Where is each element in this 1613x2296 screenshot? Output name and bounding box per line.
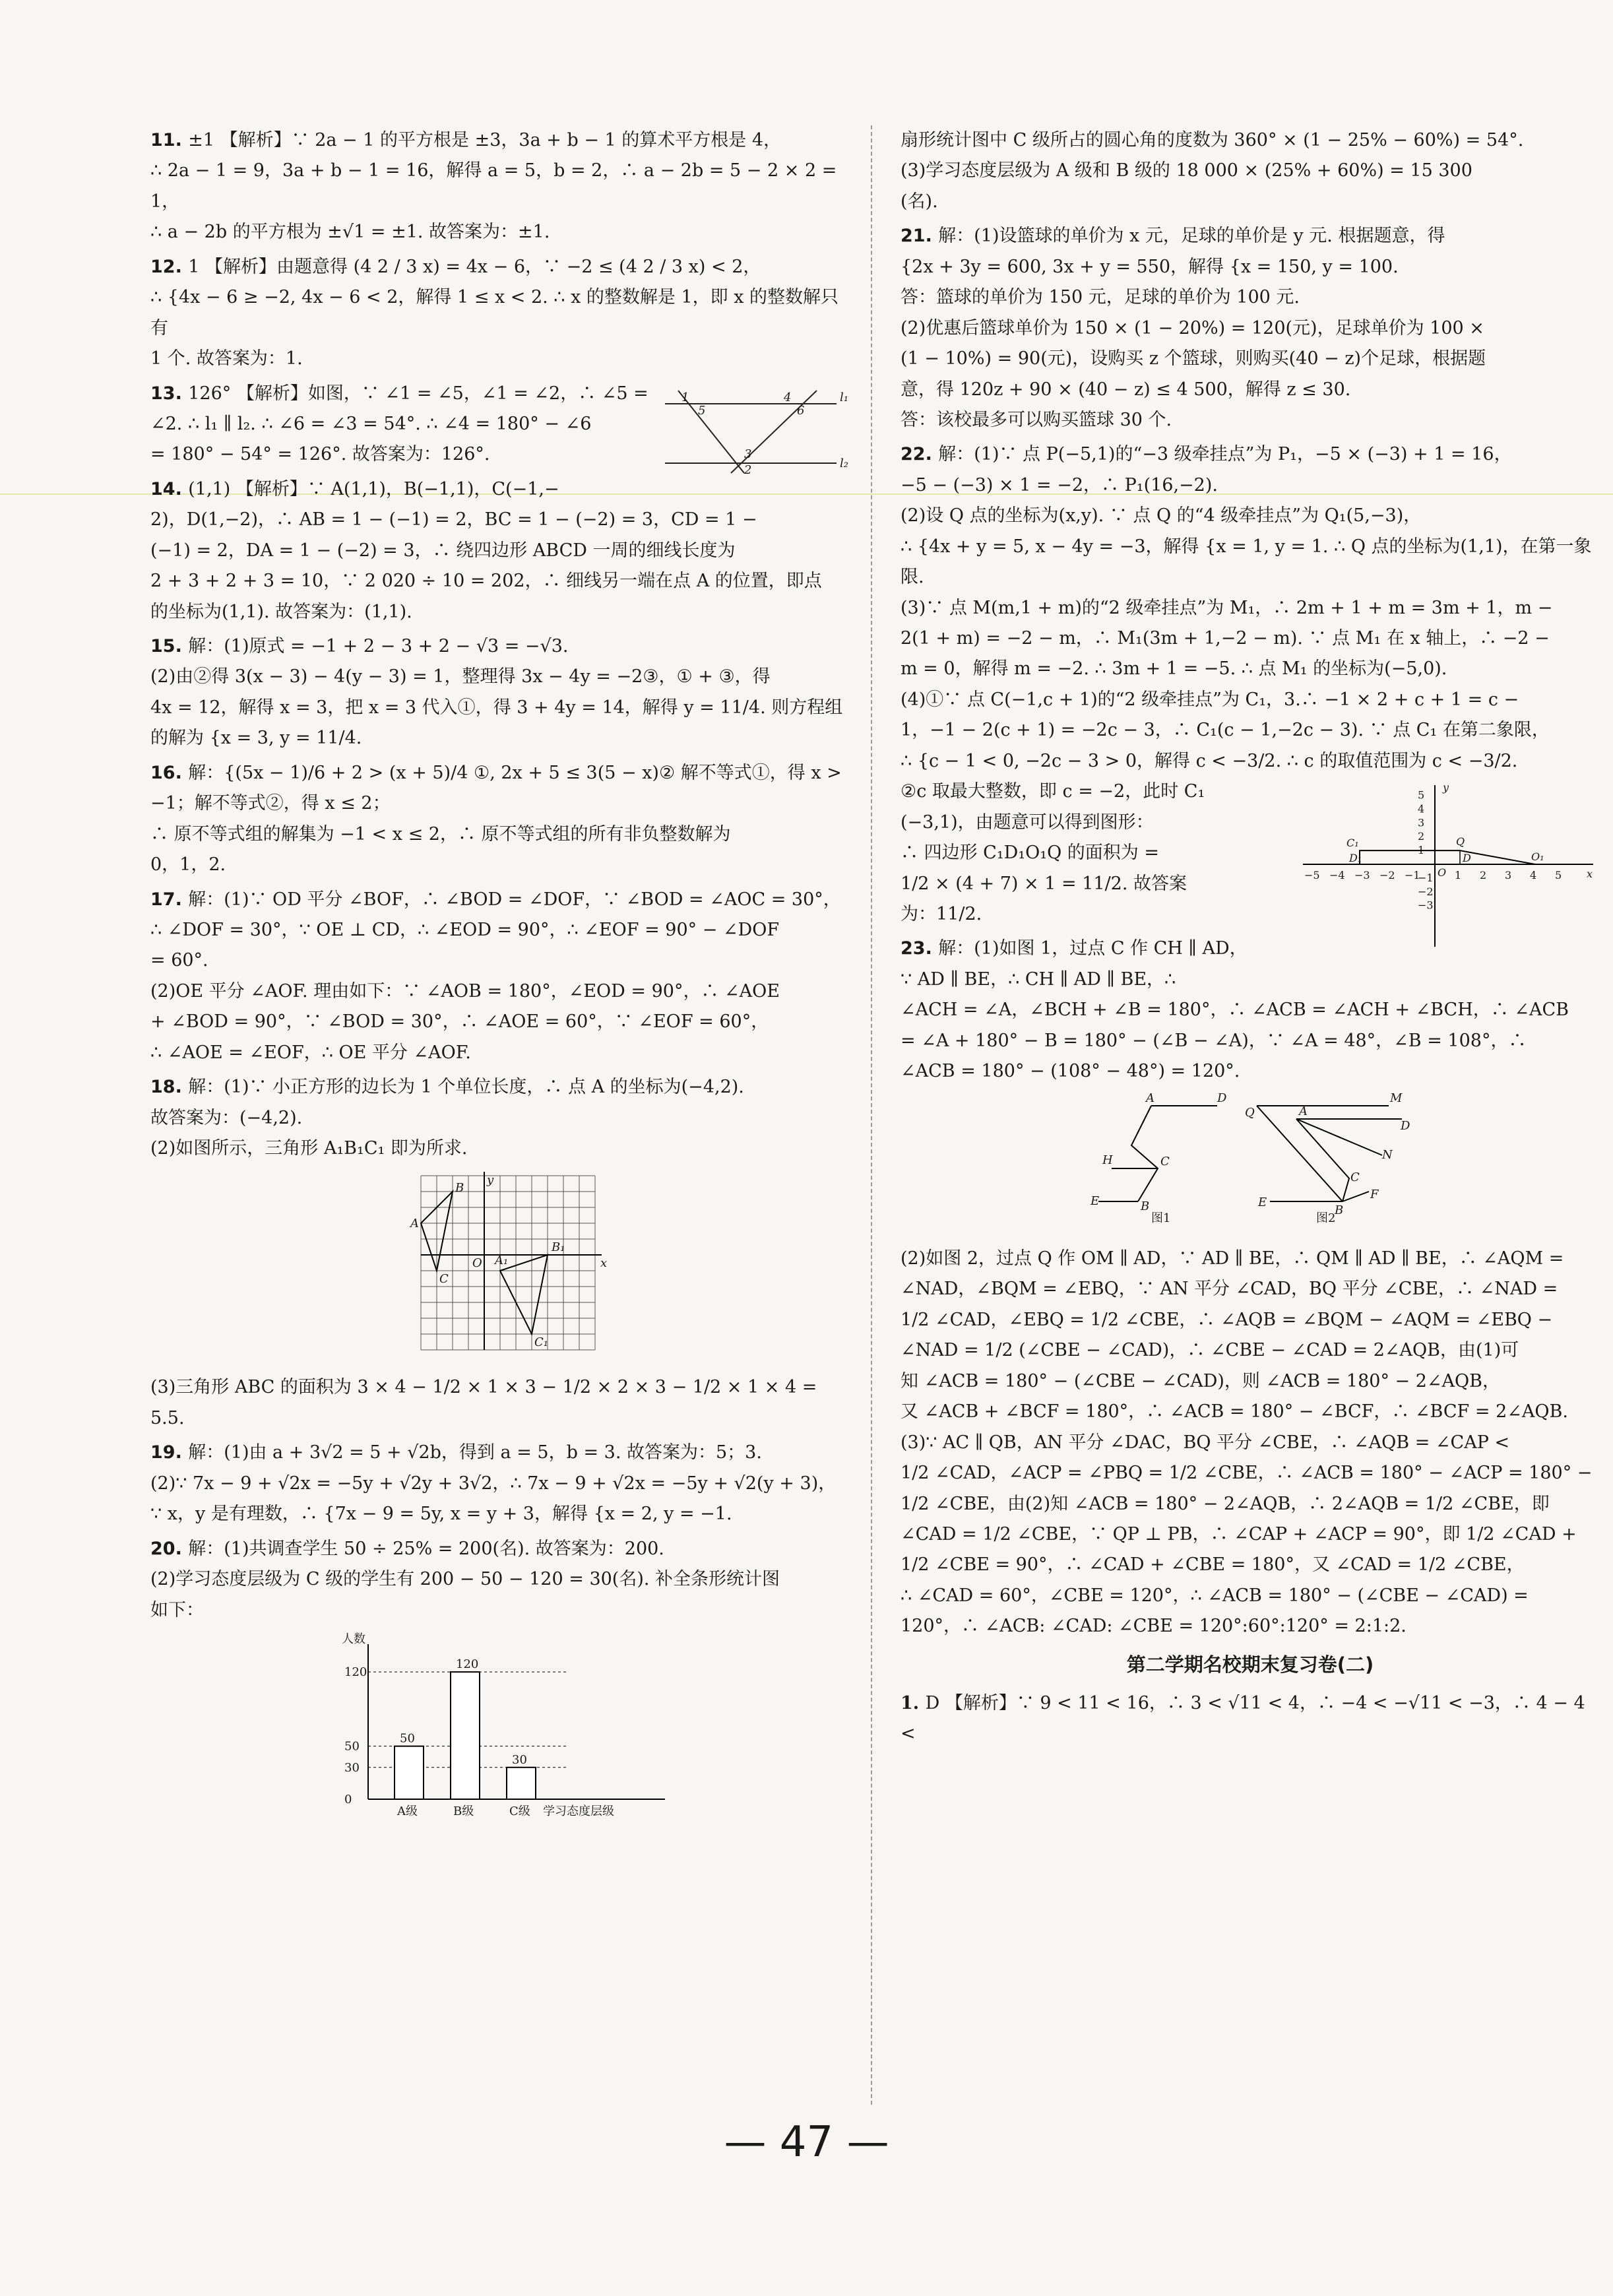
question-line	[150, 693, 850, 723]
grid-triangles-figure	[395, 1169, 606, 1367]
question-text: (2)优惠后篮球单价为 150 × (1 − 20%) = 120(元)，足球单价为 100 ×	[901, 317, 1484, 338]
line-bf	[1343, 1192, 1369, 1201]
question-line	[150, 252, 850, 282]
figure-label: Q	[1456, 835, 1465, 848]
question-line	[901, 1688, 1600, 1750]
question-block	[150, 1534, 850, 1829]
question-line	[901, 1274, 1600, 1304]
y-tick-label: −2	[1418, 885, 1434, 898]
question-text: ∠ACH = ∠A，∠BCH + ∠B = 180°，∴ ∠ACB = ∠ACH + ∠BCH，∴ ∠ACB	[901, 1000, 1569, 1021]
question-number: 15.	[150, 636, 189, 656]
y-axis-label: 人数	[342, 1632, 365, 1646]
x-tick-label: C级	[509, 1804, 530, 1818]
question-block	[901, 439, 1600, 930]
question-text: 为：11/2.	[901, 903, 982, 924]
question-block	[150, 1372, 850, 1434]
question-text: (2)∵ 7x − 9 + √2x = −5y + √2y + 3√2，∴ 7x − 9 + √2x = −5y + √2(y + 3)，	[150, 1473, 837, 1494]
question-line	[901, 1519, 1600, 1550]
question-line	[150, 976, 850, 1007]
figure-label: F	[1370, 1187, 1379, 1201]
question-block	[150, 1072, 850, 1367]
figure-label: 4	[784, 390, 792, 404]
question-text: 0，1，2.	[150, 854, 226, 876]
zigzag	[1131, 1106, 1158, 1201]
question-text: (3)∵ AC ∥ QB，AN 平分 ∠DAC，BQ 平分 ∠CBE，∴ ∠AQB = ∠CAP <	[901, 1432, 1510, 1453]
x-tick-label: B级	[453, 1804, 474, 1818]
question-text: 解：(1)∵ 小正方形的边长为 1 个单位长度，∴ 点 A 的坐标为(−4,2).	[188, 1077, 744, 1098]
question-line	[901, 1335, 1600, 1366]
question-block	[150, 252, 850, 375]
x-tick-label: −3	[1354, 869, 1370, 882]
question-text: 如下：	[150, 1599, 204, 1620]
question-line	[901, 501, 1600, 531]
question-text: D 【解析】∵ 9 < 11 < 16，∴ 3 < √11 < 4，∴ −4 < −√11 < −3，∴ 4 − 4 <	[901, 1692, 1591, 1744]
question-line	[901, 405, 1600, 435]
question-line	[150, 945, 850, 976]
question-line	[150, 474, 850, 505]
question-text: (2)OE 平分 ∠AOF. 理由如下：∵ ∠AOB = 180°，∠EOD = 90°，∴ ∠AOE	[150, 980, 780, 1002]
question-text: 答：篮球的单价为 150 元，足球的单价为 100 元.	[901, 287, 1300, 308]
question-text: 解：(1)如图 1，过点 C 作 CH ∥ AD，	[938, 938, 1248, 959]
question-number: 13.	[150, 383, 189, 404]
y-tick-label: 30	[344, 1760, 360, 1775]
question-text: ∠CAD = 1/2 ∠CBE，∵ QP ⊥ PB，∴ ∠CAP + ∠ACP = 90°，即 1/2 ∠CAD +	[901, 1523, 1577, 1545]
question-line	[150, 1038, 850, 1068]
question-text: 5.5.	[150, 1407, 185, 1428]
figure-label: B₁	[552, 1240, 565, 1255]
question-line	[150, 1595, 850, 1626]
x-axis-label: 学习态度层级	[543, 1804, 614, 1818]
coordinate-figure	[1290, 782, 1600, 953]
question-block	[150, 379, 850, 477]
x-tick-label: −5	[1304, 869, 1320, 882]
question-line	[150, 1072, 850, 1102]
figure-label: 5	[698, 403, 706, 418]
figure-label: 3	[744, 447, 752, 461]
y-tick-label: 120	[344, 1665, 367, 1680]
x-tick-label: 1	[1455, 869, 1462, 882]
question-block	[150, 631, 850, 754]
question-number: 18.	[150, 1077, 189, 1098]
question-line	[901, 1366, 1600, 1397]
figure-label: y	[1443, 781, 1449, 794]
y-tick-label: 4	[1418, 802, 1425, 815]
question-line	[150, 344, 850, 374]
figure-label: B	[1141, 1199, 1150, 1213]
figure-label: O	[472, 1256, 482, 1271]
question-text: (−1) = 2，DA = 1 − (−2) = 3，∴ 绕四边形 ABCD 一周的细线长度为	[150, 540, 736, 561]
question-text: (2)由②得 3(x − 3) − 4(y − 3) = 1，整理得 3x − 4y = −2③，① + ③，得	[150, 666, 771, 687]
question-line	[901, 1397, 1600, 1427]
question-line	[150, 156, 850, 217]
question-text: (1 − 10%) = 90(元)，设购买 z 个篮球，则购买(40 − z)个足球，根据题	[901, 348, 1486, 369]
question-line	[150, 505, 850, 535]
column-divider	[871, 125, 873, 2105]
question-text: ∴ 2a − 1 = 9，3a + b − 1 = 16，解得 a = 5，b = 2，∴ a − 2b = 5 − 2 × 2 = 1，	[150, 160, 842, 212]
question-line	[901, 1581, 1600, 1611]
question-line	[901, 965, 1600, 995]
question-text: ∴ {4x − 6 ≥ −2, 4x − 6 < 2，解得 1 ≤ x < 2. ∴ x 的整数解是 1，即 x 的整数解只有	[150, 287, 839, 338]
question-line	[901, 685, 1600, 715]
question-text: ∴ ∠CAD = 60°，∠CBE = 120°，∴ ∠ACB = 180° − (∠CBE − ∠CAD) =	[901, 1585, 1529, 1606]
question-number: 12.	[150, 256, 189, 277]
parallel-lines-figure	[652, 384, 850, 476]
question-text: 解：(1)设篮球的单价为 x 元，足球的单价是 y 元. 根据题意，得	[938, 226, 1445, 247]
figure-label: C	[1160, 1154, 1170, 1168]
x-tick-label: −4	[1329, 869, 1345, 882]
question-line	[901, 187, 1600, 217]
figure-label: C₁	[534, 1335, 548, 1350]
question-number: 19.	[150, 1442, 189, 1463]
question-text: 2(1 + m) = −2 − m，∴ M₁(3m + 1,−2 − m). ∵ 点 M₁ 在 x 轴上，∴ −2 −	[901, 628, 1550, 649]
question-line	[150, 850, 850, 880]
question-line	[150, 662, 850, 692]
x-tick-label: 3	[1505, 869, 1512, 882]
question-text: 1/2 ∠CBE，由(2)知 ∠ACB = 180° − 2∠AQB，∴ 2∠AQB = 1/2 ∠CBE，即	[901, 1493, 1550, 1514]
question-text: (2)如图 2，过点 Q 作 OM ∥ AD，∵ AD ∥ BE，∴ QM ∥ AD ∥ BE，∴ ∠AQM =	[901, 1248, 1564, 1269]
page-number: — 47 —	[724, 2118, 889, 2167]
y-tick-label: −3	[1418, 899, 1434, 912]
question-line	[150, 536, 850, 566]
question-text: 解：(1)共调查学生 50 ÷ 25% = 200(名). 故答案为：200.	[188, 1538, 664, 1559]
question-block	[901, 221, 1600, 435]
x-tick-label: A级	[397, 1804, 418, 1818]
question-line	[901, 1244, 1600, 1274]
data-label: 120	[456, 1657, 479, 1672]
figure-label: l₂	[840, 456, 848, 470]
question-line	[901, 375, 1600, 405]
question-line	[150, 597, 850, 627]
question-block	[901, 125, 1600, 217]
figure-label: D	[1217, 1091, 1227, 1105]
question-text: ∴ {4x + y = 5, x − 4y = −3，解得 {x = 1, y = 1. ∴ Q 点的坐标为(1,1)，在第一象限.	[901, 536, 1592, 588]
question-text: ±1 【解析】∵ 2a − 1 的平方根是 ±3，3a + b − 1 的算术平方根是 4，	[188, 130, 782, 150]
figure-label: y	[487, 1173, 494, 1188]
figure-label: D	[1463, 852, 1471, 865]
question-text: (2)如图所示，三角形 A₁B₁C₁ 即为所求.	[150, 1138, 468, 1159]
question-line	[901, 1489, 1600, 1519]
bar	[507, 1768, 536, 1799]
question-number: 11.	[150, 130, 189, 150]
question-block	[150, 885, 850, 1069]
question-line	[901, 654, 1600, 684]
y-tick-label: 3	[1418, 816, 1425, 829]
y-tick-label: 1	[1418, 844, 1425, 857]
question-line	[901, 715, 1600, 746]
bar	[451, 1672, 480, 1799]
figure-label: H	[1102, 1153, 1113, 1167]
question-text: 120°，∴ ∠ACB: ∠CAD: ∠CBE = 120°:60°:120° = 2:1:2.	[901, 1616, 1407, 1637]
question-text: (1,1) 【解析】∵ A(1,1)，B(−1,1)，C(−1,−	[188, 478, 559, 499]
question-text: = ∠A + 180° − B = 180° − (∠B − ∠A)，∵ ∠A = 48°，∠B = 108°，∴	[901, 1030, 1527, 1051]
question-line	[901, 282, 1600, 313]
question-line	[150, 819, 850, 850]
question-text: 1/2 ∠CBE = 90°，∴ ∠CAD + ∠CBE = 180°，又 ∠CAD = 1/2 ∠CBE，	[901, 1554, 1525, 1576]
question-text: ∠NAD = 1/2 (∠CBE − ∠CAD)，∴ ∠CBE − ∠CAD = 2∠AQB，由(1)可	[901, 1340, 1519, 1361]
question-number: 22.	[901, 444, 939, 465]
question-text: 2 + 3 + 2 + 3 = 10，∵ 2 020 ÷ 10 = 202，∴ 细线另一端在点 A 的位置，即点	[150, 571, 822, 592]
data-label: 50	[400, 1731, 415, 1746]
question-text: 知 ∠ACB = 180° − (∠CBE − ∠CAD)，则 ∠ACB = 180° − 2∠AQB，	[901, 1370, 1501, 1391]
q23-figures	[901, 1087, 1600, 1240]
question-text: 解：(1)∵ OD 平分 ∠BOF，∴ ∠BOD = ∠DOF，∵ ∠BOD = ∠AOC = 30°，	[188, 889, 841, 910]
y-tick-label: 5	[1418, 788, 1425, 802]
figure-label: D₁	[1349, 852, 1362, 865]
question-line	[901, 252, 1600, 282]
question-number: 17.	[150, 889, 189, 910]
question-text: ∠NAD，∠BQM = ∠EBQ，∵ AN 平分 ∠CAD，BQ 平分 ∠CBE，∴ ∠NAD =	[901, 1279, 1558, 1300]
x-tick-label: −2	[1379, 869, 1395, 882]
question-line	[150, 1372, 850, 1403]
question-line	[901, 1428, 1600, 1458]
figure-label: E	[1258, 1195, 1267, 1209]
question-text: 解：(1)原式 = −1 + 2 − 3 + 2 − √3 = −√3.	[188, 636, 569, 656]
question-text: 又 ∠ACB + ∠BCF = 180°，∴ ∠ACB = 180° − ∠BCF，∴ ∠BCF = 2∠AQB.	[901, 1401, 1568, 1422]
question-line	[901, 470, 1600, 501]
question-text: 1，−1 − 2(c + 1) = −2c − 3，∴ C₁(c − 1,−2c − 3). ∵ 点 C₁ 在第二象限，	[901, 720, 1550, 741]
question-text: 解：(1)∵ 点 P(−5,1)的“−3 级牵挂点”为 P₁，−5 × (−3) + 1 = 16，	[938, 444, 1512, 465]
question-text: 1 个. 故答案为：1.	[150, 348, 303, 369]
figure-label: A	[410, 1217, 419, 1231]
question-line	[901, 439, 1600, 470]
question-text: 意，得 120z + 90 × (40 − z) ≤ 4 500，解得 z ≤ 30.	[901, 379, 1351, 400]
question-text: ∠ACB = 180° − (108° − 48°) = 120°.	[901, 1061, 1240, 1082]
question-number: 21.	[901, 226, 939, 247]
question-line	[901, 1026, 1600, 1056]
path-acb	[1296, 1119, 1349, 1201]
question-line	[150, 1499, 850, 1529]
figure-label: x	[1587, 868, 1593, 881]
question-text: ∵ AD ∥ BE，∴ CH ∥ AD ∥ BE，∴	[901, 969, 1176, 990]
x-tick-label: 2	[1480, 869, 1487, 882]
figure-2	[1244, 1093, 1415, 1225]
question-text: (3)∵ 点 M(m,1 + m)的“2 级牵挂点”为 M₁，∴ 2m + 1 + m = 3m + 1，m −	[901, 597, 1553, 618]
question-text: ∴ a − 2b 的平方根为 ±√1 = ±1. 故答案为：±1.	[150, 222, 550, 243]
figure-label: Q	[1245, 1105, 1255, 1120]
figure-label: M	[1390, 1091, 1403, 1105]
left-column	[150, 125, 850, 1834]
question-text: ∠2. ∴ l₁ ∥ l₂. ∴ ∠6 = ∠3 = 54°. ∴ ∠4 = 180° − ∠6	[150, 413, 592, 434]
question-text: 解：{(5x − 1)/6 + 2 > (x + 5)/4 ①, 2x + 5 ≤ 3(5 − x)② 解不等式①，得 x > −1；解不等式②，得 x ≤ 2；	[150, 762, 848, 814]
question-line	[150, 282, 850, 344]
question-text: + ∠BOD = 90°，∵ ∠BOD = 30°，∴ ∠AOE = 60°，∵ ∠EOF = 60°，	[150, 1011, 769, 1033]
question-text: (4)①∵ 点 C(−1,c + 1)的“2 级牵挂点”为 C₁，3.∴ −1 × 2 + c + 1 = c −	[901, 689, 1519, 710]
figure-label: D	[1401, 1118, 1410, 1133]
question-number: 20.	[150, 1538, 189, 1559]
y-tick-label: −1	[1418, 872, 1434, 885]
question-text: 4x = 12，解得 x = 3，把 x = 3 代入①，得 3 + 4y = 14，解得 y = 11/4. 则方程组	[150, 697, 843, 718]
question-line	[150, 1438, 850, 1468]
question-text: = 180° − 54° = 126°. 故答案为：126°.	[150, 444, 490, 465]
question-text: 1/2 × (4 + 7) × 1 = 11/2. 故答案	[901, 873, 1187, 894]
question-text: ∴ ∠AOE = ∠EOF，∴ OE 平分 ∠AOF.	[150, 1042, 471, 1063]
question-text: = 60°.	[150, 950, 208, 971]
figure-label: 1	[681, 390, 689, 404]
x-tick-label: −1	[1405, 869, 1420, 882]
question-text: ∴ ∠DOF = 30°，∵ OE ⊥ CD，∴ ∠EOD = 90°，∴ ∠EOF = 90° − ∠DOF	[150, 919, 780, 940]
question-line	[150, 1403, 850, 1434]
question-text: (2)设 Q 点的坐标为(x,y). ∵ 点 Q 的“4 级牵挂点”为 Q₁(5,−3)，	[901, 505, 1422, 526]
question-text: 1/2 ∠CAD，∠EBQ = 1/2 ∠CBE，∴ ∠AQB = ∠BQM − ∠AQM = ∠EBQ −	[901, 1309, 1553, 1330]
question-line	[901, 1458, 1600, 1488]
question-line	[150, 566, 850, 596]
figure-label: E	[1091, 1194, 1100, 1208]
figure-caption: 图1	[1151, 1211, 1171, 1225]
question-line	[901, 125, 1600, 156]
question-text: {2x + 3y = 600, 3x + y = 550，解得 {x = 150, y = 100.	[901, 256, 1399, 277]
question-line	[150, 723, 850, 753]
figure-label: 2	[744, 462, 752, 477]
question-line	[150, 631, 850, 662]
figure-caption: 图2	[1316, 1211, 1336, 1225]
question-line	[150, 125, 850, 156]
question-number: 23.	[901, 938, 939, 959]
question-text: (2)学习态度层级为 C 级的学生有 200 − 50 − 120 = 30(名). 补全条形统计图	[150, 1569, 780, 1590]
figure-label: O₁	[1531, 850, 1544, 864]
figure-label: 6	[797, 403, 805, 418]
question-line	[901, 995, 1600, 1025]
question-text: ②c 取最大整数，即 c = −2，此时 C₁	[901, 781, 1205, 802]
question-block	[150, 474, 850, 627]
question-line	[150, 1564, 850, 1595]
bar-chart	[315, 1631, 685, 1829]
question-text: ∴ {c − 1 < 0, −2c − 3 > 0，解得 c < −3/2. ∴ c 的取值范围为 c < −3/2.	[901, 750, 1518, 771]
question-text: (名).	[901, 191, 938, 212]
figure-label: x	[600, 1256, 608, 1271]
question-text: 2)，D(1,−2)，∴ AB = 1 − (−1) = 2，BC = 1 − (−2) = 3，CD = 1 −	[150, 509, 757, 530]
question-line	[901, 156, 1600, 186]
question-line	[901, 221, 1600, 251]
question-number: 1.	[901, 1692, 926, 1713]
question-line	[901, 1611, 1600, 1642]
question-text: ∵ x，y 是有理数，∴ {7x − 9 = 5y, x = y + 3，解得 {x = 2, y = −1.	[150, 1504, 732, 1525]
figure-label: C₁	[1346, 837, 1359, 850]
question-block	[150, 758, 850, 881]
figure-1	[1085, 1093, 1244, 1225]
question-line	[150, 1103, 850, 1133]
data-label: 30	[512, 1752, 527, 1767]
figure-label: O	[1438, 866, 1447, 879]
figure-label: l₁	[840, 390, 848, 404]
question-block	[150, 125, 850, 248]
y-tick-label: 2	[1418, 830, 1425, 843]
question-block	[901, 934, 1600, 1240]
question-line	[150, 1469, 850, 1499]
question-line	[901, 1305, 1600, 1335]
question-text: 解：(1)由 a + 3√2 = 5 + √2b，得到 a = 5，b = 3. 故答案为：5；3.	[188, 1442, 762, 1463]
question-text: (3)学习态度层级为 A 级和 B 级的 18 000 × (25% + 60%) = 15 300	[901, 160, 1472, 181]
question-text: 126° 【解析】如图，∵ ∠1 = ∠5，∠1 = ∠2，∴ ∠5 =	[188, 383, 648, 404]
question-line	[901, 1056, 1600, 1087]
question-text: (3)三角形 ABC 的面积为 3 × 4 − 1/2 × 1 × 3 − 1/2 × 2 × 3 − 1/2 × 1 × 4 =	[150, 1377, 817, 1398]
question-text: 答：该校最多可以购买篮球 30 个.	[901, 409, 1172, 430]
question-text: 故答案为：(−4,2).	[150, 1107, 303, 1128]
question-text: m = 0，解得 m = −2. ∴ 3m + 1 = −5. ∴ 点 M₁ 的坐标为(−5,0).	[901, 658, 1447, 680]
bar	[395, 1746, 424, 1799]
figure-label: B	[1335, 1203, 1344, 1217]
question-line	[150, 1007, 850, 1037]
question-text: 的坐标为(1,1). 故答案为：(1,1).	[150, 601, 412, 622]
figure-label: N	[1382, 1147, 1393, 1162]
question-text: ∴ 原不等式组的解集为 −1 < x ≤ 2，∴ 原不等式组的所有非负整数解为	[150, 823, 731, 845]
figure-label: C	[1350, 1170, 1360, 1184]
question-text: 的解为 {x = 3, y = 11/4.	[150, 728, 362, 749]
x-tick-label: 4	[1530, 869, 1537, 882]
x-tick-label: 5	[1555, 869, 1562, 882]
figure-label: C	[439, 1272, 449, 1287]
section-title: 第二学期名校期末复习卷(二)	[1126, 1653, 1374, 1676]
quadrilateral	[1360, 850, 1535, 864]
question-number: 14.	[150, 478, 189, 499]
y-tick-label: 0	[344, 1792, 352, 1806]
question-line	[150, 217, 850, 247]
question-line	[901, 623, 1600, 654]
question-block	[150, 1438, 850, 1529]
question-line	[150, 885, 850, 915]
question-line	[901, 532, 1600, 593]
line-an	[1296, 1119, 1382, 1155]
question-line	[901, 313, 1600, 344]
figure-label: B	[455, 1181, 464, 1196]
question-line	[901, 593, 1600, 623]
question-text: 1/2 ∠CAD，∠ACP = ∠PBQ = 1/2 ∠CBE，∴ ∠ACB = 180° − ∠ACP = 180° −	[901, 1463, 1593, 1484]
question-line	[150, 915, 850, 945]
question-line	[150, 758, 850, 819]
figure-label: A	[1146, 1091, 1154, 1105]
question-block	[901, 1244, 1600, 1642]
question-text: −5 − (−3) × 1 = −2，∴ P₁(16,−2).	[901, 474, 1218, 495]
figure-label: A₁	[495, 1254, 509, 1268]
question-line	[901, 344, 1600, 374]
question-number: 16.	[150, 762, 189, 783]
question-text: 1 【解析】由题意得 (4 2 / 3 x) = 4x − 6，∵ −2 ≤ (4 2 / 3 x) < 2，	[188, 256, 761, 277]
question-text: 扇形统计图中 C 级所占的圆心角的度数为 360° × (1 − 25% − 60%) = 54°.	[901, 130, 1524, 150]
figure-label: A	[1299, 1104, 1308, 1118]
y-tick-label: 50	[344, 1739, 360, 1754]
question-line	[150, 1534, 850, 1564]
question-text: (−3,1)，由题意可以得到图形：	[901, 812, 1154, 833]
question-line	[901, 746, 1600, 777]
question-text: ∴ 四边形 C₁D₁O₁Q 的面积为 =	[901, 843, 1160, 864]
question-line	[901, 1550, 1600, 1580]
right-column	[901, 125, 1600, 1749]
question-line	[150, 1133, 850, 1164]
